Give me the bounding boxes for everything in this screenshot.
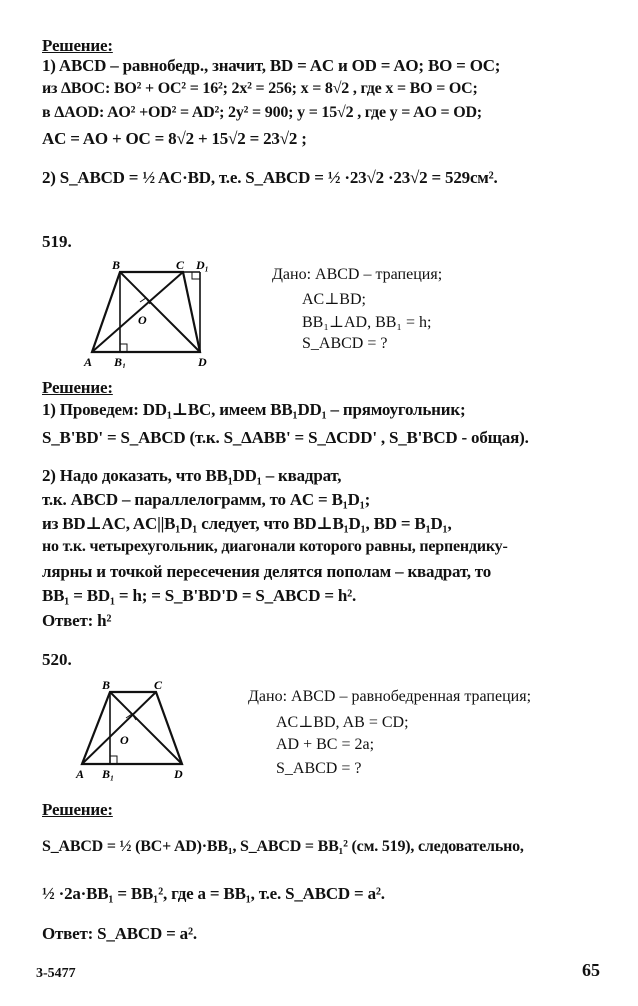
figure-label: B	[112, 260, 121, 272]
problem-number: 519.	[42, 232, 72, 251]
figure-label: B₁	[114, 355, 127, 368]
figure-label: D₁	[196, 260, 209, 272]
figure-label: D	[174, 767, 183, 781]
solution-line: но т.к. четырехугольник, диагонали которого равны, перпендику-	[42, 538, 508, 555]
figure-label: O	[138, 313, 147, 327]
solution-line: 1) Проведем: DD₁⊥BC, имеем BB₁DD₁ – прямоугольник;	[42, 400, 466, 419]
solution-line: из ΔBOC: BO² + OC² = 16²; 2x² = 256; x = 8√2 , где x = BO = OC;	[42, 80, 478, 97]
figure-label: B	[102, 678, 111, 692]
given-line: Дано: ABCD – равнобедренная трапеция;	[248, 688, 532, 705]
solution-line: ½ ·2a·BB₁ = BB₁², где a = BB₁, т.е. S_ABCD = a².	[42, 884, 385, 903]
solution-heading: Решение:	[42, 36, 113, 55]
given-line: BB₁⊥AD, BB₁ = h;	[302, 314, 432, 331]
figure-label: A	[76, 767, 85, 781]
print-code: 3-5477	[36, 966, 76, 981]
given-line: S_ABCD = ?	[276, 760, 362, 777]
solution-heading: Решение:	[42, 378, 113, 397]
given-line: AC⊥BD;	[302, 291, 366, 308]
given-line: S_ABCD = ?	[302, 335, 388, 352]
solution-line: в ΔAOD: AO² +OD² = AD²; 2y² = 900; y = 15√2 , где y = AO = OD;	[42, 104, 482, 121]
given-line: AD + BC = 2a;	[276, 736, 375, 753]
solution-heading: Решение:	[42, 800, 113, 819]
figure-label: C	[176, 260, 185, 272]
solution-line: S_B'BD' = S_ABCD (т.к. S_ΔABB' = S_ΔCDD' , S_B'BCD - общая).	[42, 428, 529, 447]
figure-label: B₁	[102, 767, 115, 781]
trapezoid-figure-519	[80, 260, 230, 368]
figure-label: O	[120, 733, 129, 747]
solution-line: AC = AO + OC = 8√2 + 15√2 = 23√2 ;	[42, 129, 307, 148]
answer-line: Ответ: S_ABCD = a².	[42, 924, 197, 943]
solution-line: т.к. ABCD – параллелограмм, то AC = B₁D₁;	[42, 490, 371, 509]
figure-label: C	[154, 678, 163, 692]
given-line: Дано: ABCD – трапеция;	[272, 266, 443, 283]
solution-line: 2) Надо доказать, что BB₁DD₁ – квадрат,	[42, 466, 342, 485]
solution-line: S_ABCD = ½ (BC+ AD)·BB₁, S_ABCD = BB₁² (см. 519), следовательно,	[42, 838, 524, 855]
solution-line: BB₁ = BD₁ = h; = S_B'BD'D = S_ABCD = h².	[42, 586, 357, 605]
page-number: 65	[582, 960, 600, 980]
figure-label: D	[198, 355, 207, 368]
trapezoid-figure-520	[70, 678, 200, 782]
problem-number: 520.	[42, 650, 72, 669]
figure-label: A	[84, 355, 93, 368]
given-line: AC⊥BD, AB = CD;	[276, 714, 409, 731]
solution-line: лярны и точкой пересечения делятся пополам – квадрат, то	[42, 562, 492, 581]
solution-line: 1) ABCD – равнобедр., значит, BD = AC и OD = AO; BO = OC;	[42, 56, 501, 75]
solution-line: 2) S_ABCD = ½ AC·BD, т.е. S_ABCD = ½ ·23√2 ·23√2 = 529см².	[42, 168, 498, 187]
answer-line: Ответ: h²	[42, 611, 112, 630]
solution-line: из BD⊥AC, AC||B₁D₁ следует, что BD⊥B₁D₁, BD = B₁D₁,	[42, 514, 452, 533]
